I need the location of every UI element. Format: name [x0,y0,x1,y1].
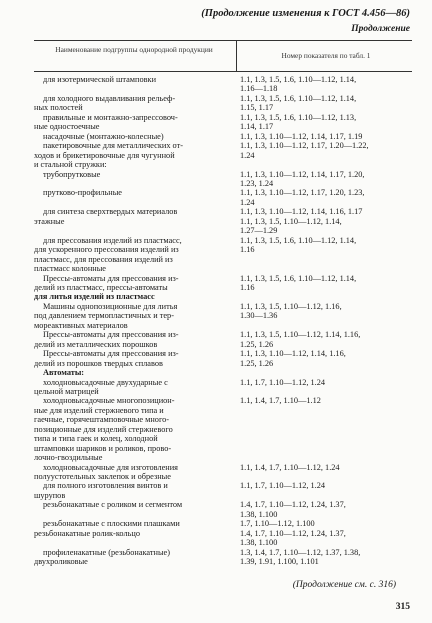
indicator-cell [236,188,412,207]
indicator-text: 1.1, 1.3, 1.10—1.12, 1.17, 1.20, 1.23, [240,188,365,198]
subgroup-text: трубопрутковые [43,169,101,179]
table-row [34,236,412,274]
subgroup-text: прутково-профильные [43,188,122,198]
indicator-cell [236,75,412,94]
table-row [34,519,412,547]
subgroup-cell [34,396,236,462]
indicator-text: 1.1, 1.3, 1.5, 1.10—1.12, 1.14, 1.16, [240,330,361,340]
indicator-cell [236,94,412,113]
indicator-text: 1.1, 1.3, 1.5, 1.6, 1.10—1.12, 1.14, [240,93,357,103]
subgroup-text: для синтеза сверхтвердых материалов [43,207,178,217]
subgroup-text: цельной матрицей [34,386,99,396]
page-number: 315 [395,602,410,612]
subgroup-text: мореактивных материалов [34,320,128,330]
subgroup-text: позиционные для изделий стержневого [34,424,173,434]
subgroup-text: резьбонакатные с плоскими плашками [43,519,180,529]
indicator-text: 1.1, 1.3, 1.5, 1.6, 1.10—1.12, 1.13, [240,112,357,122]
table-row [34,94,412,113]
subgroup-text: для ускоренного прессования изделий из [34,245,179,255]
indicator-text: 1.16 [240,282,255,292]
table-row [34,330,412,349]
subgroup-text: ные для изделий стержневого типа и [34,405,164,415]
subgroup-text: для прессования изделий из пластмасс, [43,235,182,245]
indicator-text: 1.16—1.18 [240,84,278,94]
indicator-text: 1.1, 1.3, 1.5, 1.6, 1.10—1.12, 1.14, [240,273,357,283]
document-title: (Продолжение изменения к ГОСТ 4.456—86) [201,8,410,19]
subgroup-text: холодновысадочные двухударные с [43,377,168,387]
indicator-text: 1.1, 1.7, 1.10—1.12, 1.24 [240,377,326,387]
table-row [34,481,412,500]
indicator-text: 1.1, 1.3, 1.10—1.12, 1.14, 1.17, 1.20, [240,169,365,179]
indicator-text: 1.1, 1.3, 1.5, 1.10—1.12, 1.16, [240,301,342,311]
indicator-text: 1.16 [240,245,255,255]
indicator-cell [236,396,412,462]
subgroup-cell [34,113,236,132]
column-header-subgroup: Наименование подгруппы однородной продукции [55,45,213,54]
subgroup-text: профиленакатные (резьбонакатные) [43,547,170,557]
indicator-text: 1.1, 1.3, 1.5, 1.10—1.12, 1.14, [240,216,342,226]
indicator-cell [236,170,412,189]
indicator-cell [236,141,412,169]
subgroup-cell [34,207,236,235]
indicator-text: 1.4, 1.7, 1.10—1.12, 1.24, 1.37, [240,500,346,510]
indicator-text: 1.1, 1.3, 1.10—1.12, 1.14, 1.16, [240,349,346,359]
subgroup-cell [34,548,236,567]
indicator-cell [236,463,412,482]
subgroup-text: Прессы-автоматы для прессования из- [43,349,179,359]
indicator-text: 1.3, 1.4, 1.7, 1.10—1.12, 1.37, 1.38, [240,547,361,557]
subgroup-cell [34,519,236,547]
subgroup-text: правильные и монтажно-запрессовоч- [43,112,178,122]
indicator-cell [236,500,412,519]
subgroup-text: лочно-гвоздильные [34,453,103,463]
subgroup-text: пакетировочные для металлических от- [43,141,183,151]
indicator-text: 1.24 [240,150,255,160]
subgroup-text: шурупов [34,490,66,500]
indicator-text: 1.38, 1.100 [240,509,278,519]
indicator-text: 1.15, 1.17 [240,103,274,113]
subgroup-text: холодновысадочные для изготовления [43,462,178,472]
indicator-text: 1.39, 1.91, 1.100, 1.101 [240,557,319,567]
indicator-text: 1.1, 1.3, 1.10—1.12, 1.14, 1.16, 1.17 [240,207,363,217]
subgroup-text: ные одностоечные [34,122,100,132]
subgroup-cell [34,463,236,482]
subgroup-cell [34,302,236,330]
indicator-cell [236,274,412,302]
subgroup-text: делий из металлических порошков [34,339,158,349]
indicator-text: 1.1, 1.3, 1.5, 1.6, 1.10—1.12, 1.14, [240,75,357,84]
indicator-cell [236,330,412,349]
subgroup-cell [34,378,236,397]
table-row [34,349,412,368]
indicator-text: 1.1, 1.7, 1.10—1.12, 1.24 [240,481,326,491]
subgroup-cell [34,94,236,113]
continuation-note: (Продолжение см. с. 316) [292,580,396,590]
subgroup-text: ходов и брикетировочные для чугунной [34,150,175,160]
indicator-cell [236,481,412,500]
subgroup-text: Прессы-автоматы для прессования из- [43,273,179,283]
table-row [34,207,412,235]
subgroup-text: пластмасс, для прессования изделий из [34,254,173,264]
table-row [34,378,412,397]
subgroup-cell [34,188,236,207]
subgroup-cell [34,500,236,519]
indicator-cell [236,519,412,547]
indicator-text: 1.25, 1.26 [240,358,274,368]
indicator-text: 1.38, 1.100 [240,538,278,548]
subgroup-text: резьбонакатные ролик-кольцо [34,528,140,538]
subgroup-text: пластмасс колонные [34,264,106,274]
indicator-text: 1.25, 1.26 [240,339,274,349]
subgroup-cell [34,141,236,169]
indicator-text: 1.1, 1.3, 1.10—1.12, 1.17, 1.20—1.22, [240,141,369,151]
column-header-indicator: Номер показателя по табл. 1 [281,51,371,60]
subgroup-text: для литья изделий из пластмасс [34,292,155,302]
subgroup-text: насадочные (монтажно-колесные) [43,131,164,141]
indicator-cell [236,349,412,368]
subgroup-text: типа и типа гаек и колец, холодной [34,434,158,444]
indicator-cell [236,113,412,132]
table-row [34,141,412,169]
indicator-cell [236,236,412,274]
table-row [34,274,412,302]
subgroup-text: ных полостей [34,103,83,113]
table-row [34,170,412,189]
subgroup-text: Машины однопозиционные для литья [43,301,178,311]
subgroup-text: Автоматы: [43,368,85,378]
indicator-text: 1.1, 1.3, 1.5, 1.6, 1.10—1.12, 1.14, [240,235,357,245]
subgroup-cell [34,349,236,368]
table-row [34,75,412,94]
subgroup-text: полуустотельных заклепок и обрезные [34,472,171,482]
table-row [34,302,412,330]
indicator-text: 1.1, 1.4, 1.7, 1.10—1.12 [240,396,321,406]
subgroup-text: двухроликовые [34,557,88,567]
table-row [34,188,412,207]
table-row [34,463,412,482]
subgroup-cell [34,274,236,302]
column-divider [236,41,237,71]
indicator-text: 1.7, 1.10—1.12, 1.100 [240,519,315,529]
indicator-text: 1.4, 1.7, 1.10—1.12, 1.24, 1.37, [240,528,346,538]
table-header [34,40,412,72]
indicator-text: 1.14, 1.17 [240,122,274,132]
table-row [34,132,412,141]
subgroup-cell [34,236,236,274]
continuation-label: Продолжение [351,24,410,34]
indicator-cell [236,302,412,330]
subgroup-cell [34,481,236,500]
subgroup-text: под давлением термопластичных и тер- [34,311,174,321]
subgroup-cell [34,132,236,141]
subgroup-text: для изотермической штамповки [43,75,157,84]
subgroup-text: для полного изготовления винтов и [43,481,168,491]
indicator-text: 1.30—1.36 [240,311,278,321]
table-row [34,368,412,377]
subgroup-text: этажные [34,216,65,226]
subgroup-cell [34,330,236,349]
indicator-text: 1.27—1.29 [240,226,278,236]
indicator-text: 1.23, 1.24 [240,178,274,188]
table-row [34,500,412,519]
subgroup-text: и стальной стружки: [34,160,107,170]
subgroup-text: гаечные, горячештамповочные много- [34,415,170,425]
subgroup-cell [34,170,236,189]
subgroup-text: Прессы-автоматы для прессования из- [43,330,179,340]
table-body [34,72,412,567]
subgroup-text: холодновысадочные многопозицион- [43,396,175,406]
indicator-text: 1.1, 1.4, 1.7, 1.10—1.12, 1.24 [240,462,340,472]
indicator-cell [236,207,412,235]
indicator-cell [236,378,412,397]
subgroup-text: делий из порошков твердых сплавов [34,358,163,368]
subgroup-text: резьбонакатные с роликом и сегментом [43,500,183,510]
subgroup-cell [34,75,236,94]
indicator-cell [236,132,412,141]
subgroup-text: для холодного выдавливания рельеф- [43,93,176,103]
table-row [34,548,412,567]
subgroup-text: штамповки шариков и роликов, прово- [34,443,172,453]
indicator-cell [236,548,412,567]
table-row [34,113,412,132]
indicator-text: 1.24 [240,197,255,207]
subgroup-cell [34,368,236,377]
indicator-table [34,40,412,567]
table-row [34,396,412,462]
subgroup-text: делий из пластмасс, прессы-автоматы [34,282,168,292]
indicator-cell [236,368,412,377]
indicator-text: 1.1, 1.3, 1.10—1.12, 1.14, 1.17, 1.19 [240,131,363,141]
